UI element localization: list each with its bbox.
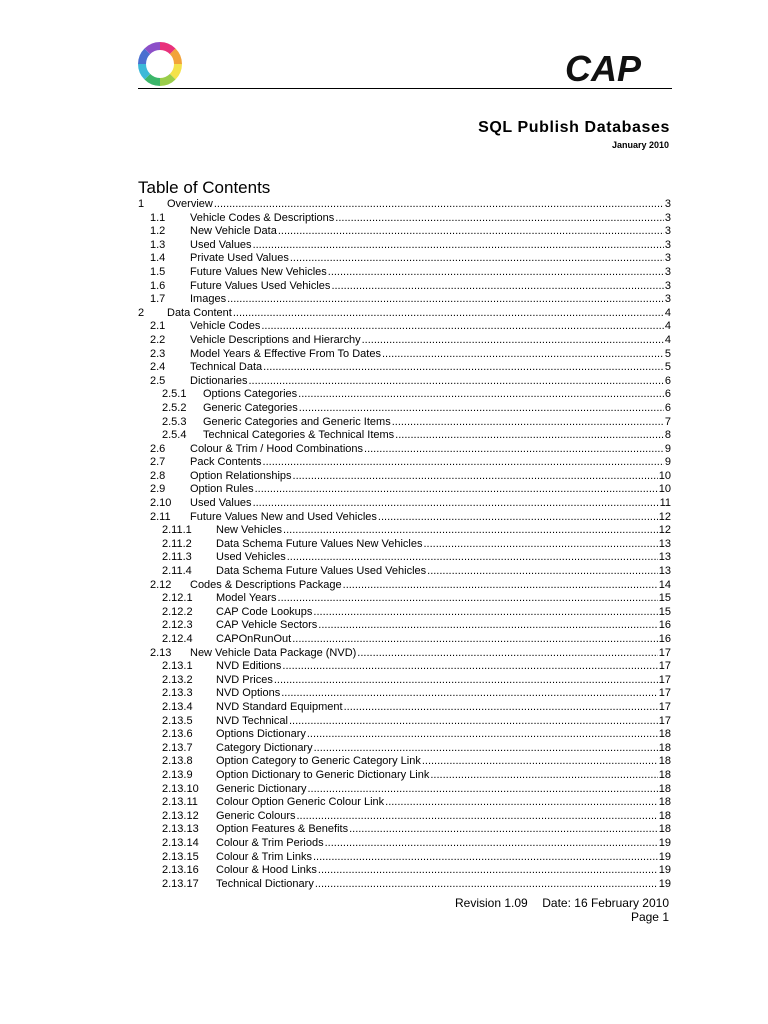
toc-entry-title: Model Years & Effective From To Dates <box>190 347 381 360</box>
toc-entry-page: 3 <box>664 238 671 251</box>
toc-entry[interactable] <box>138 579 671 593</box>
toc-entry-page: 19 <box>658 864 671 877</box>
toc-entry[interactable] <box>138 252 671 266</box>
toc-entry-title: Colour Option Generic Colour Link <box>216 796 385 809</box>
footer-page-number: Page 1 <box>630 910 669 924</box>
toc-entry-number: 2.13.14 <box>162 836 199 849</box>
toc-entry[interactable] <box>138 619 671 633</box>
toc-entry[interactable] <box>138 851 671 865</box>
toc-entry-title: Colour & Trim / Hood Combinations <box>190 442 364 455</box>
toc-entry-number: 2.5.4 <box>162 429 187 442</box>
toc-entry-page: 18 <box>658 741 671 754</box>
toc-entry[interactable] <box>138 810 671 824</box>
toc-entry-page: 15 <box>658 592 671 605</box>
toc-leader-dots <box>423 538 657 552</box>
toc-entry-page: 3 <box>664 252 671 265</box>
toc-leader-dots <box>395 429 664 443</box>
toc-entry[interactable] <box>138 837 671 851</box>
toc-entry-title: CAP Code Lookups <box>216 605 313 618</box>
toc-entry-page: 9 <box>664 442 671 455</box>
toc-entry-number: 2.6 <box>150 442 166 455</box>
toc-leader-dots <box>263 456 664 470</box>
toc-entry[interactable] <box>138 225 671 239</box>
toc-entry-page: 12 <box>658 524 671 537</box>
toc-entry-number: 2.13.16 <box>162 864 199 877</box>
toc-entry[interactable] <box>138 429 671 443</box>
toc-entry-number: 2.2 <box>150 333 166 346</box>
toc-entry[interactable] <box>138 864 671 878</box>
cap-logo <box>565 52 659 84</box>
toc-leader-dots <box>315 878 658 892</box>
toc-entry-number: 2.13.10 <box>162 782 199 795</box>
toc-entry-title: Technical Dictionary <box>216 877 314 890</box>
toc-entry[interactable] <box>138 212 671 226</box>
toc-entry-number: 2.11.4 <box>162 565 192 578</box>
toc-entry-number: 2.12.1 <box>162 592 193 605</box>
toc-entry-number: 2.5.3 <box>162 415 187 428</box>
toc-entry-title: Vehicle Codes & Descriptions <box>190 211 335 224</box>
toc-entry-title: Generic Categories and Generic Items <box>203 415 391 428</box>
toc-entry-number: 2.10 <box>150 497 172 510</box>
toc-entry-title: Options Dictionary <box>216 728 306 741</box>
toc-entry-title: Vehicle Codes <box>190 320 261 333</box>
toc-entry-number: 2.13.12 <box>162 809 199 822</box>
toc-entry-number: 1.2 <box>150 225 166 238</box>
toc-entry-title: CAPOnRunOut <box>216 633 292 645</box>
toc-leader-dots <box>335 212 664 226</box>
toc-entry-title: CAP Vehicle Sectors <box>216 619 318 632</box>
toc-leader-dots <box>278 592 658 606</box>
toc-entry-title: Private Used Values <box>190 252 289 265</box>
toc-entry[interactable] <box>138 470 671 484</box>
toc-leader-dots <box>343 579 658 593</box>
toc-entry-page: 17 <box>658 714 671 727</box>
toc-entry-number: 2.13.9 <box>162 768 193 781</box>
toc-leader-dots <box>314 742 658 756</box>
toc-entry-title: Data Schema Future Values Used Vehicles <box>216 565 427 578</box>
toc-leader-dots <box>253 497 659 511</box>
toc-entry[interactable] <box>138 280 671 294</box>
toc-entry-number: 2.12.3 <box>162 619 193 632</box>
toc-entry[interactable] <box>138 524 671 538</box>
toc-entry-page: 13 <box>658 537 671 550</box>
toc-entry[interactable] <box>138 674 671 688</box>
toc-entry-page: 3 <box>664 265 671 278</box>
toc-entry-title: Used Values <box>190 238 252 251</box>
toc-entry-page: 19 <box>658 850 671 863</box>
toc-entry[interactable] <box>138 388 671 402</box>
toc-entry-page: 5 <box>664 361 671 374</box>
document-title: SQL Publish Databases <box>478 119 670 136</box>
toc-entry-title: Option Relationships <box>190 469 292 482</box>
toc-leader-dots <box>214 198 664 212</box>
toc-leader-dots <box>255 483 658 497</box>
toc-entry[interactable] <box>138 456 671 470</box>
toc-entry-number: 2.13.3 <box>162 687 193 700</box>
toc-leader-dots <box>313 606 657 620</box>
toc-entry-title: Generic Colours <box>216 809 296 822</box>
toc-leader-dots <box>430 769 657 783</box>
toc-entry-number: 2.13.4 <box>162 700 193 713</box>
toc-leader-dots <box>274 674 658 688</box>
toc-entry-title: Images <box>190 293 227 306</box>
toc-entry-title: Technical Data <box>190 361 263 374</box>
footer-date: Date: 16 February 2010 <box>542 896 669 910</box>
toc-entry[interactable] <box>138 239 671 253</box>
toc-entry[interactable] <box>138 742 671 756</box>
toc-entry-page: 17 <box>658 646 671 659</box>
toc-entry[interactable] <box>138 551 671 565</box>
toc-leader-dots <box>344 701 658 715</box>
toc-leader-dots <box>318 864 658 878</box>
toc-entry-page: 6 <box>664 388 671 401</box>
toc-entry-page: 19 <box>658 836 671 849</box>
toc-entry[interactable] <box>138 375 671 389</box>
toc-entry-page: 13 <box>658 565 671 578</box>
toc-leader-dots <box>287 551 658 565</box>
toc-leader-dots <box>278 225 664 239</box>
toc-entry-number: 2.3 <box>150 347 166 360</box>
toc-entry[interactable] <box>138 783 671 797</box>
toc-entry[interactable] <box>138 647 671 661</box>
toc-entry[interactable] <box>138 823 671 837</box>
toc-entry[interactable] <box>138 715 671 729</box>
toc-entry-page: 3 <box>664 198 671 210</box>
toc-entry[interactable] <box>138 416 671 430</box>
toc-leader-dots <box>261 320 664 334</box>
toc-entry-title: Option Dictionary to Generic Dictionary Link <box>216 768 430 781</box>
toc-entry-title: Dictionaries <box>190 374 248 387</box>
toc-leader-dots <box>233 307 664 321</box>
toc-entry-page: 16 <box>658 633 671 645</box>
toc-leader-dots <box>357 647 657 661</box>
toc-entry-number: 2.11.2 <box>162 537 192 550</box>
toc-entry-number: 2.13.13 <box>162 823 199 836</box>
toc-entry[interactable] <box>138 592 671 606</box>
toc-entry-page: 10 <box>658 483 671 496</box>
toc-entry[interactable] <box>138 878 671 892</box>
toc-leader-dots <box>263 361 664 375</box>
toc-leader-dots <box>290 252 664 266</box>
toc-leader-dots <box>292 633 658 647</box>
toc-entry[interactable] <box>138 565 671 579</box>
toc-entry-number: 2.1 <box>150 320 166 333</box>
toc-entry-page: 17 <box>658 700 671 713</box>
toc-entry-title: Option Rules <box>190 483 254 496</box>
toc-entry-title: Vehicle Descriptions and Hierarchy <box>190 333 361 346</box>
toc-entry-page: 3 <box>664 293 671 306</box>
toc-leader-dots <box>282 660 657 674</box>
toc-entry-title: Technical Categories & Technical Items <box>203 429 395 442</box>
toc-entry-page: 8 <box>664 429 671 442</box>
toc-entry-page: 6 <box>664 374 671 387</box>
toc-entry[interactable] <box>138 701 671 715</box>
toc-entry-page: 18 <box>658 782 671 795</box>
toc-entry-title: NVD Options <box>216 687 281 700</box>
toc-entry-number: 2.11.3 <box>162 551 192 564</box>
toc-entry[interactable] <box>138 511 671 525</box>
toc-leader-dots <box>382 348 664 362</box>
toc-leader-dots <box>318 619 657 633</box>
toc-entry[interactable] <box>138 334 671 348</box>
toc-entry-page: 18 <box>658 823 671 836</box>
toc-entry-page: 18 <box>658 755 671 768</box>
toc-entry-title: Data Schema Future Values New Vehicles <box>216 537 423 550</box>
toc-entry-page: 4 <box>664 306 671 319</box>
toc-entry-number: 1.1 <box>150 211 166 224</box>
toc-entry-title: Used Vehicles <box>216 551 286 564</box>
toc-entry[interactable] <box>138 198 671 212</box>
toc-entry-page: 5 <box>664 347 671 360</box>
toc-entry-title: Option Features & Benefits <box>216 823 349 836</box>
toc-entry-page: 10 <box>658 469 671 482</box>
toc-entry-number: 2.13.5 <box>162 714 193 727</box>
toc-leader-dots <box>299 402 664 416</box>
toc-entry[interactable] <box>138 443 671 457</box>
toc-entry-page: 9 <box>664 456 671 469</box>
toc-entry-page: 19 <box>658 877 671 890</box>
toc-entry-number: 2.5 <box>150 374 166 387</box>
toc-leader-dots <box>385 796 658 810</box>
toc-entry-page: 18 <box>658 796 671 809</box>
toc-leader-dots <box>227 293 664 307</box>
toc-leader-dots <box>289 715 658 729</box>
toc-entry-number: 2.5.1 <box>162 388 187 401</box>
toc-leader-dots <box>331 280 663 294</box>
footer-revision: Revision 1.09 <box>455 896 528 910</box>
toc-leader-dots <box>253 239 664 253</box>
toc-entry-title: Model Years <box>216 592 277 605</box>
toc-entry[interactable] <box>138 320 671 334</box>
toc-entry[interactable] <box>138 266 671 280</box>
toc-entry-page: 13 <box>658 551 671 564</box>
toc-entry-title: Generic Categories <box>203 401 298 414</box>
toc-entry[interactable] <box>138 497 671 511</box>
toc-leader-dots <box>378 511 658 525</box>
toc-entry-number: 2.11 <box>150 510 171 523</box>
toc-entry-title: NVD Editions <box>216 660 282 673</box>
toc-entry-title: Pack Contents <box>190 456 262 469</box>
toc-entry-page: 18 <box>658 768 671 781</box>
toc-leader-dots <box>422 755 658 769</box>
toc-entry[interactable] <box>138 307 671 321</box>
toc-leader-dots <box>293 470 658 484</box>
toc-entry-title: Used Values <box>190 497 252 510</box>
toc-entry-number: 2.7 <box>150 456 166 469</box>
toc-entry-title: Generic Dictionary <box>216 782 307 795</box>
toc-entry-title: NVD Technical <box>216 714 288 727</box>
toc-entry-page: 7 <box>664 415 671 428</box>
toc-entry-number: 2.13.2 <box>162 673 193 686</box>
svg-text:CAP: CAP <box>565 52 642 84</box>
toc-entry-title: Future Values Used Vehicles <box>190 279 331 292</box>
toc-entry[interactable] <box>138 633 671 647</box>
toc-entry-page: 17 <box>658 673 671 686</box>
toc-entry-number: 1.3 <box>150 238 166 251</box>
toc-entry-number: 2.13 <box>150 646 172 659</box>
toc-entry-page: 14 <box>658 578 671 591</box>
toc-entry-number: 1.4 <box>150 252 166 265</box>
toc-entry-number: 2.12.2 <box>162 605 193 618</box>
toc-leader-dots <box>325 837 658 851</box>
toc-entry-title: Future Values New Vehicles <box>190 265 327 278</box>
toc-leader-dots <box>364 443 664 457</box>
toc-entry-title: Future Values New and Used Vehicles <box>190 510 377 523</box>
toc-entry-number: 2.11.1 <box>162 524 192 537</box>
toc-entry-number: 1.7 <box>150 293 166 306</box>
toc-entry[interactable] <box>138 402 671 416</box>
toc-leader-dots <box>281 687 658 701</box>
toc-entry-title: Data Content <box>167 306 232 319</box>
toc-entry-title: New Vehicle Data <box>190 225 277 238</box>
toc-entry-page: 17 <box>658 687 671 700</box>
toc-entry[interactable] <box>138 687 671 701</box>
toc-leader-dots <box>427 565 658 579</box>
toc-leader-dots <box>283 524 658 538</box>
toc-entry[interactable] <box>138 606 671 620</box>
toc-entry-title: Codes & Descriptions Package <box>190 578 342 591</box>
table-of-contents <box>138 198 671 891</box>
toc-entry-number: 1 <box>138 198 145 210</box>
toc-entry-title: Colour & Hood Links <box>216 864 317 877</box>
toc-leader-dots <box>392 416 664 430</box>
toc-entry-title: Colour & Trim Links <box>216 850 312 863</box>
toc-entry-title: NVD Prices <box>216 673 273 686</box>
toc-heading: Table of Contents <box>138 178 271 197</box>
toc-leader-dots <box>248 375 663 389</box>
toc-entry-page: 18 <box>658 809 671 822</box>
toc-entry-title: New Vehicle Data Package (NVD) <box>190 646 357 659</box>
toc-entry-page: 15 <box>658 605 671 618</box>
toc-entry-page: 17 <box>658 660 671 673</box>
toc-entry-title: Overview <box>167 198 213 210</box>
toc-entry-title: Option Category to Generic Category Link <box>216 755 421 768</box>
toc-entry-page: 3 <box>664 225 671 238</box>
toc-entry-number: 2.13.6 <box>162 728 193 741</box>
toc-leader-dots <box>362 334 664 348</box>
toc-leader-dots <box>328 266 664 280</box>
toc-leader-dots <box>307 728 658 742</box>
toc-entry-number: 2.12.4 <box>162 633 193 645</box>
toc-entry[interactable] <box>138 728 671 742</box>
toc-entry-number: 2.13.11 <box>162 796 198 809</box>
toc-entry-number: 2.8 <box>150 469 166 482</box>
toc-entry[interactable] <box>138 293 671 307</box>
toc-entry-page: 3 <box>664 279 671 292</box>
toc-entry[interactable] <box>138 361 671 375</box>
toc-entry-number: 2.4 <box>150 361 166 374</box>
toc-entry-number: 1.5 <box>150 265 166 278</box>
toc-entry-number: 2.12 <box>150 578 172 591</box>
toc-entry-title: New Vehicles <box>216 524 283 537</box>
toc-entry-number: 2 <box>138 306 145 319</box>
toc-entry[interactable] <box>138 660 671 674</box>
toc-entry-title: Category Dictionary <box>216 741 313 754</box>
toc-entry-number: 2.13.17 <box>162 877 199 890</box>
toc-entry-number: 2.13.7 <box>162 741 193 754</box>
toc-entry[interactable] <box>138 769 671 783</box>
toc-leader-dots <box>313 851 658 865</box>
toc-entry[interactable] <box>138 538 671 552</box>
document-date: January 2010 <box>611 140 669 150</box>
toc-entry-number: 2.5.2 <box>162 401 187 414</box>
toc-entry-number: 2.13.1 <box>162 660 193 673</box>
toc-entry[interactable] <box>138 796 671 810</box>
toc-entry-page: 12 <box>658 510 671 523</box>
toc-leader-dots <box>298 388 664 402</box>
toc-entry[interactable] <box>138 348 671 362</box>
toc-entry-page: 4 <box>664 333 671 346</box>
toc-entry[interactable] <box>138 483 671 497</box>
toc-entry-number: 2.13.8 <box>162 755 193 768</box>
rainbow-ring-logo-icon <box>136 40 184 88</box>
toc-leader-dots <box>307 783 657 797</box>
toc-leader-dots <box>349 823 658 837</box>
toc-entry-page: 4 <box>664 320 671 333</box>
toc-entry-page: 6 <box>664 401 671 414</box>
toc-entry-title: Colour & Trim Periods <box>216 836 324 849</box>
toc-entry-page: 3 <box>664 211 671 224</box>
toc-entry-page: 18 <box>658 728 671 741</box>
toc-entry-page: 16 <box>658 619 671 632</box>
toc-entry-number: 1.6 <box>150 279 166 292</box>
toc-entry-title: Options Categories <box>203 388 298 401</box>
toc-leader-dots <box>296 810 657 824</box>
toc-entry[interactable] <box>138 755 671 769</box>
toc-entry-number: 2.13.15 <box>162 850 199 863</box>
toc-entry-title: NVD Standard Equipment <box>216 700 343 713</box>
header-rule <box>138 88 672 89</box>
toc-entry-page: 11 <box>659 497 671 510</box>
toc-entry-number: 2.9 <box>150 483 166 496</box>
